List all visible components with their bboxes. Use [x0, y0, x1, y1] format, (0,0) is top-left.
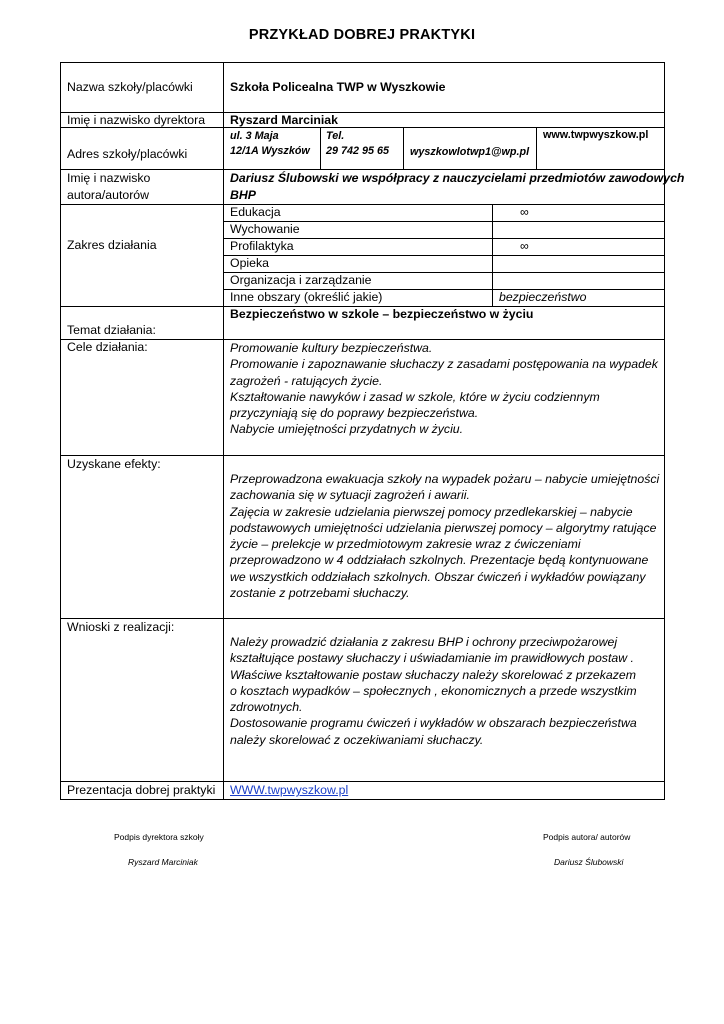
website-value: www.twpwyszkow.pl — [543, 129, 649, 141]
address-city: 12/1A Wyszków — [230, 145, 310, 157]
topic-label: Temat działania: — [67, 323, 156, 337]
scope-item-prevention: Profilaktyka — [230, 239, 294, 253]
presentation-label: Prezentacja dobrej praktyki — [67, 783, 216, 797]
director-signature-label: Podpis dyrektora szkoły — [114, 832, 204, 842]
scope-item-organization: Organizacja i zarządzanie — [230, 273, 372, 287]
scope-item-care: Opieka — [230, 256, 269, 270]
scope-item-education: Edukacja — [230, 205, 281, 219]
author-signature-name: Dariusz Ślubowski — [554, 857, 624, 867]
conclusions-text: Należy prowadzić działania z zakresu BHP i ochrony przeciwpożarowej kształtujące postawy słuchaczy i uświadamianie im prawidłowych postaw . Właściwe kształtowanie postaw słuchaczy należy skorelować z przekazem o kosztach wypadków – społecznych , ekonomicznych a przede wszystkim zdrowotnych. Dostosowanie programu ćwiczeń i wykładów w obszarach bezpieczeństwa należy skorelować z oczekiwaniami słuchaczy. — [230, 635, 637, 747]
effects-text: Przeprowadzona ewakuacja szkoły na wypadek pożaru – nabycie umiejętności zachowania się w sytuacji zagrożeń i awarii. Zajęcia w zakresie udzielania pierwszej pomocy przedlekarskiej – nabycie podstawowych umiejętności udzielania pierwszej pomocy – algorytmy ratujące życie – prelekcje w przedmiotowym zakresie wraz z ćwiczeniami przeprowadzono w 4 oddziałach szkolnych. Prezentacje będą kontynuowane we wszystkich oddziałach szkolnych. Obszar ćwiczeń i wykładów powiązany zostanie z potrzebami słuchaczy. — [230, 472, 660, 601]
scope-item-other: Inne obszary (określić jakie) — [230, 290, 383, 304]
author-value: Dariusz Ślubowski we współpracy z nauczycielami przedmiotów zawodowych BHP — [230, 171, 685, 202]
school-name-value: Szkoła Policealna TWP w Wyszkowie — [230, 80, 446, 94]
goals-text: Promowanie kultury bezpieczeństwa. Promowanie i zapoznawanie słuchaczy z zasadami postępowania na wypadek zagrożeń - ratujących życie. Kształtowanie nawyków i zasad w szkole, które w życiu codziennym przyczyniają się do poprawy bezpieczeństwa. Nabycie umiejętności przydatnych w życiu. — [230, 341, 658, 437]
goals-label: Cele działania: — [67, 340, 148, 354]
scope-mark-prevention: ∞ — [520, 239, 529, 253]
presentation-link[interactable]: WWW.twpwyszkow.pl — [230, 783, 349, 797]
author-label: Imię i nazwisko autora/autorów — [67, 171, 151, 202]
address-street: ul. 3 Maja — [230, 130, 279, 142]
school-name-label: Nazwa szkoły/placówki — [67, 80, 193, 94]
scope-label: Zakres działania — [67, 238, 157, 252]
effects-label: Uzyskane efekty: — [67, 457, 161, 471]
scope-other-value: bezpieczeństwo — [499, 290, 587, 304]
conclusions-label: Wnioski z realizacji: — [67, 620, 175, 634]
phone-value: 29 742 95 65 — [326, 145, 390, 157]
director-label: Imię i nazwisko dyrektora — [67, 113, 206, 127]
topic-value: Bezpieczeństwo w szkole – bezpieczeństwo w życiu — [230, 307, 534, 321]
email-value: wyszkowlotwp1@wp.pl — [410, 146, 530, 158]
author-signature-label: Podpis autora/ autorów — [543, 832, 631, 842]
director-value: Ryszard Marciniak — [230, 113, 338, 127]
address-label: Adres szkoły/placówki — [67, 147, 188, 161]
director-signature-name: Ryszard Marciniak — [128, 857, 198, 867]
scope-mark-education: ∞ — [520, 205, 529, 219]
phone-label: Tel. — [326, 130, 345, 142]
page-title: PRZYKŁAD DOBREJ PRAKTYKI — [248, 27, 476, 43]
scope-item-upbringing: Wychowanie — [230, 222, 300, 236]
